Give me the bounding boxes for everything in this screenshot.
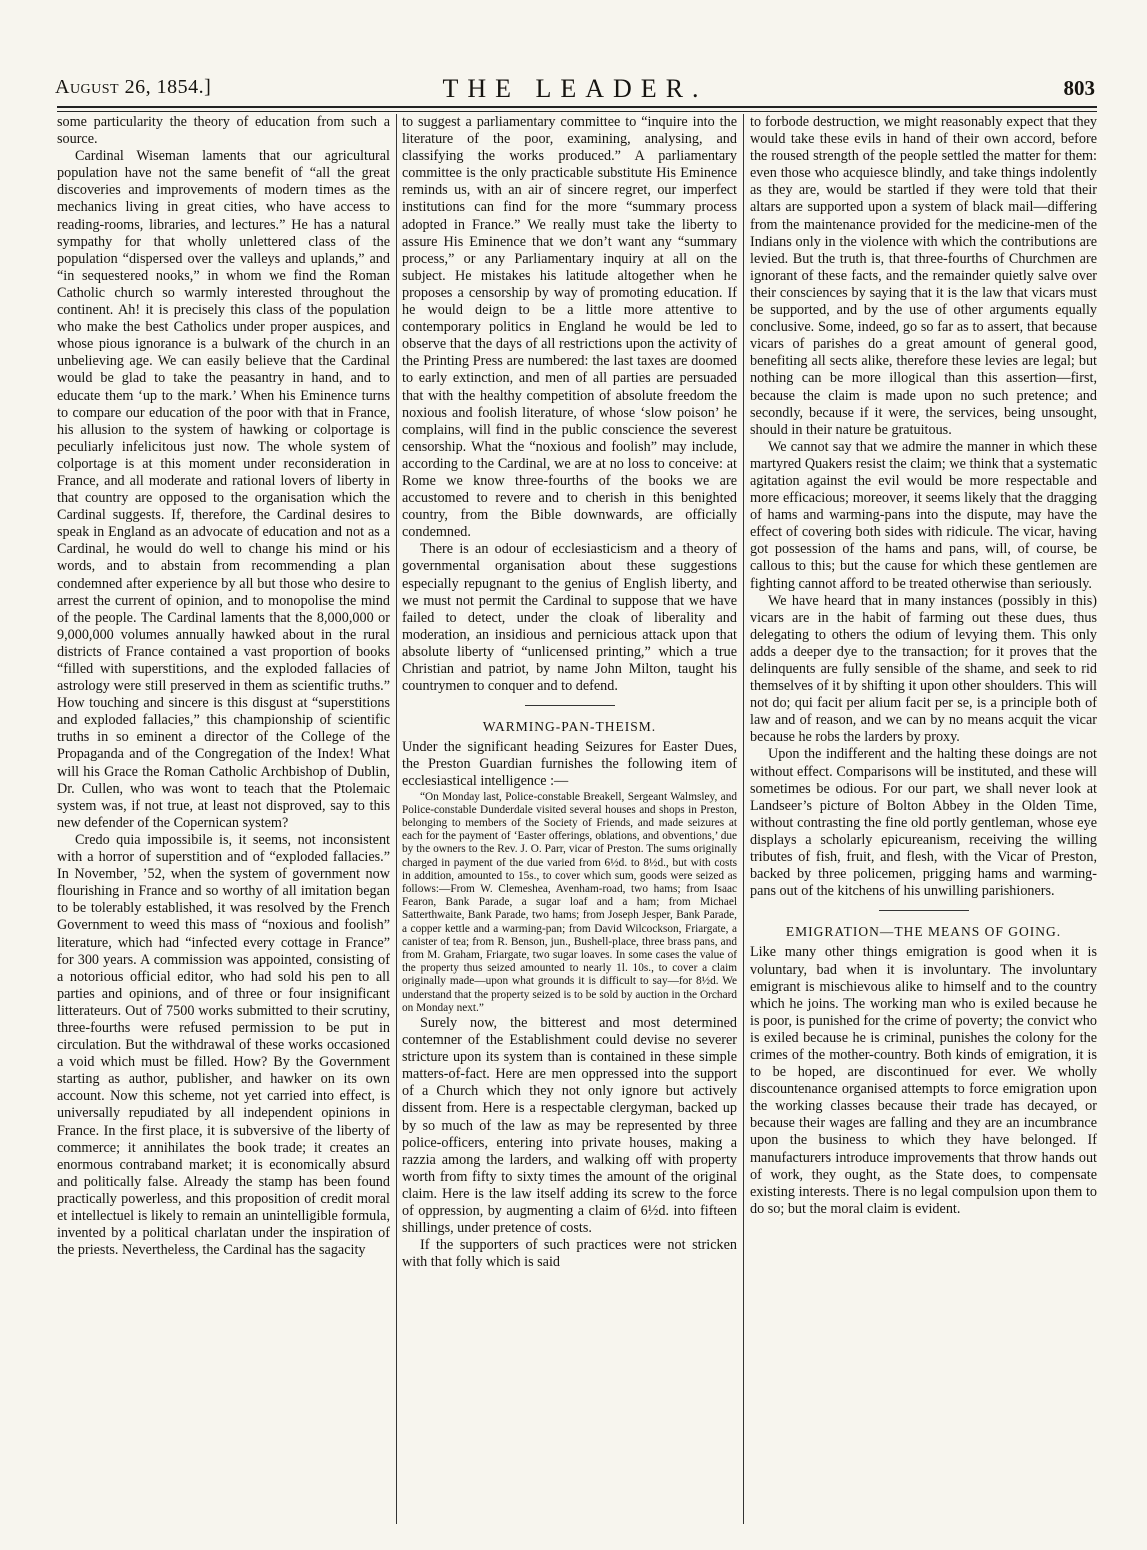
- paragraph: We cannot say that we admire the manner in which these martyred Quakers resist the claim; we think that a systematic agitation against the evil would be more respectable and more efficacious; moreover, it seems likely that the dragging of hams and warming-pans into the dispute, may have the effect of covering both sides with ridicule. The vicar, having got possession of the hams and pans, will, of course, be callous to this; but the cause for which these gentlemen are fighting cannot afford to be treated otherwise than seriously.: [750, 438, 1097, 592]
- section-intro: Under the significant heading Seizures for Easter Dues, the Preston Guardian furnishes the following item of ecclesiastical intelligence :—: [402, 739, 737, 790]
- column-divider: [743, 114, 744, 1524]
- column-2: [402, 114, 737, 1524]
- paragraph: Cardinal Wiseman laments that our agricultural population have not the same benefit of “all the great discoveries and improvements of modern times as the mechanics living in great cities, who have access to reading-rooms, libraries, and lectures.” He has a natural sympathy for that wholly unlettered class of the population “dispersed over the valleys and uplands,” and “in sequestered nooks,” in whom we find the Roman Catholic church so warmly interested throughout the continent. Ah! it is precisely this class of the population who make the best Catholics under proper auspices, and whose pious ignorance is a bulwark of the church in an unbelieving age. We can easily believe that the Cardinal would be glad to take the peasantry in hand, and to educate them ‘up to the mark.’ When his Eminence turns to compare our education of the poor with that in France, his allusion to the system of hawking or colportage is peculiarly infelicitous just now. The whole system of colportage is at this moment under reconsideration in France, and all moderate and rational lovers of liberty in that country are opposed to the organisation which the Cardinal suggests. If, therefore, the Cardinal desires to speak in England as an advocate of education and not as a Cardinal, he would do well to change his mind or his words, and to abstain from recommending a plan condemned after experience by all but those who desire to arrest the current of opinion, and to monopolise the mind of the people. The Cardinal laments that the 8,000,000 or 9,000,000 volumes annually hawked about in the rural districts of France contained a vast proportion of books “filled with superstitions, and the exploded fallacies of astrology were still preserved in them as scientific truths.” How touching and sincere is this disgust at “superstitions and exploded fallacies,” this championship of scientific truths in so eminent a director of the College of the Propaganda and of the Congregation of the Index! What will his Grace the Roman Catholic Archbishop of Dublin, Dr. Cullen, who was wont to teach that the Ptolemaic system was, if not true, at least not disproved, say to this new defender of the Copernican system?: [57, 148, 390, 831]
- section-separator: [879, 910, 969, 911]
- section-title-emigration: EMIGRATION—THE MEANS OF GOING.: [785, 924, 1062, 940]
- issue-date: August 26, 1854.]: [55, 76, 212, 98]
- masthead: THE LEADER.: [442, 74, 708, 103]
- section-separator: [525, 705, 615, 706]
- paragraph: Surely now, the bitterest and most determined contemner of the Establishment could devise no severer stricture upon its system than is contained in these simple matters-of-fact. Here are men oppressed into the support of a Church which they not only ignore but actively dissent from. Here is a respectable clergyman, backed up by so much of the law as may be represented by three police-officers, entering into private houses, making a razzia among the larders, and walking off with property worth from fifty to sixty times the amount of the original claim. Here is the law itself adding its screw to the force of oppression, by augmenting a claim of 6½d. into fifteen shillings, under pretence of costs.: [402, 1015, 737, 1237]
- page-header: [55, 74, 1095, 104]
- page-number: 803: [1063, 76, 1095, 100]
- paragraph: some particularity the theory of education from such a source.: [57, 114, 390, 148]
- column-3: [750, 114, 1097, 1524]
- paragraph: Like many other things emigration is good when it is voluntary, bad when it is involuntary. The involuntary emigrant is mischievous alike to himself and to the country which he joins. The working man who is exiled because he is poor, is punished for the crime of poverty; the convict who is exiled because he is criminal, punishes the colony for the crimes of the mother-country. Both kinds of emigration, it is to be hoped, are discontinued for ever. We wholly discountenance organised attempts to force emigration upon the working classes because their trade has decayed, or because their wages are falling and they are an incumbrance upon the business to which they have belonged. If manufacturers introduce improvements that throw hands out of work, they ought, as the State does, to compensate existing interests. There is no legal compulsion upon them to do so; but the moral claim is evident.: [750, 944, 1097, 1217]
- header-rule-thick: [57, 106, 1097, 108]
- paragraph: to forbode destruction, we might reasonably expect that they would take these evils in hand of their own accord, before the roused strength of the people settled the matter for them: even those who acquiesce blindly, and take things indolently as they are, would be startled if they were told that their altars are supported upon a system of black mail—differing from the maintenance provided for the medicine-men of the Indians only in the violence with which the contributions are levied. But the truth is, that three-fourths of Churchmen are ignorant of these facts, and the remainder quietly salve over their consciences by saying that it is the law that vicars must be supported, and by the use of other arguments equally conclusive. Some, indeed, go so far as to assert, that because vicars of parishes do a great amount of general good, benefiting all sects alike, therefore these levies are legal; but nothing can be more illogical than this assertion—first, because the claim is made upon no such pretence; and secondly, because if it were, the services, being unsought, should in their nature be gratuitous.: [750, 114, 1097, 438]
- header-rule-thin: [57, 111, 1097, 112]
- column-divider: [396, 114, 397, 1524]
- newspaper-quote: “On Monday last, Police-constable Breakell, Sergeant Walmsley, and Police-constable Dunderdale visited several houses and shops in Preston, belonging to members of the Society of Friends, and made seizures at each for the payment of ‘Easter offerings, oblations, and obventions,’ due by the owners to the Rev. J. O. Parr, vicar of Preston. The sums originally charged in payment of the due varied from 6½d. to 8½d., but with costs in addition, amounted to 15s., to cover which sum, goods were seized as follows:—From W. Clemeshea, Avenham-road, two hams; from Isaac Fearon, Bank Parade, a sugar loaf and a ham; from Michael Satterthwaite, Bank Parade, two hams; from Joseph Jesper, Bank Parade, a copper kettle and a warming-pan; from David Wilcockson, Friargate, a canister of tea; from R. Benson, jun., Bushell-place, three brass pans, and from M. Graham, Friargate, two sugar loaves. In some cases the value of the property thus seized amounted to nearly 1l. 10s., to cover a claim originally made—upon what grounds it is difficult to say—for 8½d. We understand that the property seized is to be sold by auction in the Orchard on Monday next.”: [402, 790, 737, 1014]
- paragraph: Upon the indifferent and the halting these doings are not without effect. Comparisons will be instituted, and these will sometimes be odious. For our part, we shall never look at Landseer’s picture of Bolton Abbey in the Olden Time, without contrasting the fine old portly gentleman, whose eye displays a scholarly epicureanism, receiving the willing tributes of fish, fruit, and flesh, with the Vicar of Preston, backed by three policemen, prigging hams and warming-pans out of the kitchens of his unwilling parishioners.: [750, 746, 1097, 900]
- paragraph: We have heard that in many instances (possibly in this) vicars are in the habit of farming out these dues, thus delegating to others the odium of levying them. This only adds a deeper dye to the transaction; for it proves that the delinquents are fully sensible of the shame, and seek to rid themselves of it by shifting it upon other shoulders. This will not do; qui facit per alium facit per se, is a principle both of law and of reason, and we can by no means acquit the vicar because he robs the larders by proxy.: [750, 592, 1097, 746]
- column-1: [57, 114, 390, 1524]
- paragraph: There is an odour of ecclesiasticism and a theory of governmental organisation about these suggestions especially repugnant to the genius of English liberty, and we must not permit the Cardinal to suppose that we have failed to detect, under the cloak of liberality and moderation, an insidious and pernicious attack upon that absolute liberty of “unlicensed printing,” which a true Christian and patriot, by name John Milton, taught his countrymen to conquer and to defend.: [402, 541, 737, 695]
- paragraph: Credo quia impossibile is, it seems, not inconsistent with a horror of superstition and of “exploded fallacies.” In November, ’52, when the system of government now flourishing in France and so worthy of all imitation began to be tolerably established, it was resolved by the French Government to weed this mass of “noxious and foolish” literature, which had “infected every cottage in France” for 300 years. A commission was appointed, consisting of a notorious official editor, who had sold his pen to all parties and opinions, and of three or four insignificant litterateurs. Out of 7500 works submitted to their scrutiny, three-fourths were refused permission to be put in circulation. But the withdrawal of these works occasioned a void which must be filled. How? By the Government starting as author, publisher, and hawker on its own account. Now this scheme, not yet carried into effect, is universally repudiated by all independent opinions in France. In the first place, it is subversive of the liberty of commerce; it annihilates the book trade; it creates an enormous contraband market; it is economically absurd and politically false. Already the stamp has been found practically powerless, and this proposition of credit moral et intellectuel is likely to remain an unintelligible formula, invented by a political charlatan under the inspiration of the priests. Nevertheless, the Cardinal has the sagacity: [57, 831, 390, 1259]
- paragraph: to suggest a parliamentary committee to “inquire into the literature of the poor, examining, analysing, and classifying the works produced.” A parliamentary committee is the only practicable substitute His Eminence reminds us, with an air of sincere regret, our imperfect institutions can find for the more “summary process adopted in France.” We really must take the liberty to assure His Eminence that we don’t want any “summary process,” or any Parliamentary inquiry at all on the subject. He mistakes his latitude altogether when he proposes a censorship by way of promoting education. If he would deign to be a little more attentive to contemporary politics in England he would be led to observe that the days of all restrictions upon the activity of the Printing Press are numbered: the last taxes are doomed to early extinction, and men of all parties are persuaded that with the healthy competition of absolute freedom the noxious and foolish literature, of whose ‘slow poison’ he complains, will find in the public conscience the severest censorship. What the “noxious and foolish” may include, according to the Cardinal, we are at no loss to conceive: at Rome we know three-fourths of the books we are accustomed to revere and to cherish in this benighted country, from the Bible downwards, are officially condemned.: [402, 114, 737, 541]
- section-title-warming-pan-theism: WARMING-PAN-THEISM.: [482, 719, 657, 735]
- paragraph: If the supporters of such practices were not stricken with that folly which is said: [402, 1237, 737, 1271]
